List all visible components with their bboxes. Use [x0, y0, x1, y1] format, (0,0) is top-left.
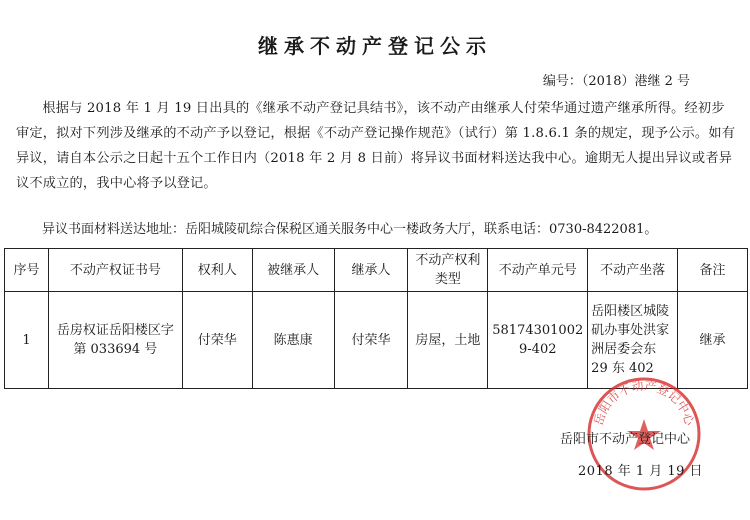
col-header-index: 序号 — [5, 249, 49, 292]
col-header-right-type: 不动产权利类型 — [408, 249, 488, 292]
cell-right-type: 房屋，土地 — [408, 292, 488, 389]
notice-paragraph: 根据与 2018 年 1 月 19 日出具的《继承不动产登记具结书》，该不动产由继承人付荣华通过遗产继承所得。经初步审定，拟对下列涉及继承的不动产予以登记，根据《不动产登记操作规范》（试行）第 1.8.6.1 条的规定，现予公示。如有异议，请自本公示之日起十五个工作日内（2018 年 2 月 8 日前）将异议书面材料送达我中心。逾期无人提出异议或者异议不成立的，我中心将予以登记。 — [16, 101, 736, 191]
cell-cert-no: 岳房权证岳阳楼区字第 033694 号 — [48, 292, 182, 389]
col-header-heir: 继承人 — [334, 249, 408, 292]
table-header-row — [5, 249, 748, 292]
document-title: 继承不动产登记公示 — [258, 34, 492, 58]
col-header-cert-no: 不动产权证书号 — [48, 249, 182, 292]
col-header-decedent: 被继承人 — [252, 249, 334, 292]
cell-decedent: 陈惠康 — [252, 292, 334, 389]
col-header-remark: 备注 — [678, 249, 748, 292]
table-row — [5, 292, 748, 389]
signer: 岳阳市不动产登记中心 — [560, 432, 691, 447]
cell-remark: 继承 — [678, 292, 748, 389]
address-line: 异议书面材料送达地址：岳阳城陵矶综合保税区通关服务中心一楼政务大厅，联系电话：0730-8422081。 — [42, 222, 658, 237]
cell-heir: 付荣华 — [334, 292, 408, 389]
cell-index: 1 — [5, 292, 49, 389]
notice-table — [4, 248, 748, 389]
col-header-unit-no: 不动产单元号 — [488, 249, 588, 292]
col-header-location: 不动产坐落 — [588, 249, 678, 292]
cell-rights-holder: 付荣华 — [182, 292, 252, 389]
cell-unit-no: 581743010029-402 — [488, 292, 588, 389]
document-number: 编号：（2018）港继 2 号 — [542, 74, 690, 89]
seal-text: 岳阳市不动产登记中心 — [591, 378, 697, 427]
col-header-rights-holder: 权利人 — [182, 249, 252, 292]
cell-location: 岳阳楼区城陵矶办事处洪家洲居委会东 29 东 402 — [588, 292, 678, 389]
signing-date: 2018 年 1 月 19 日 — [578, 464, 704, 479]
